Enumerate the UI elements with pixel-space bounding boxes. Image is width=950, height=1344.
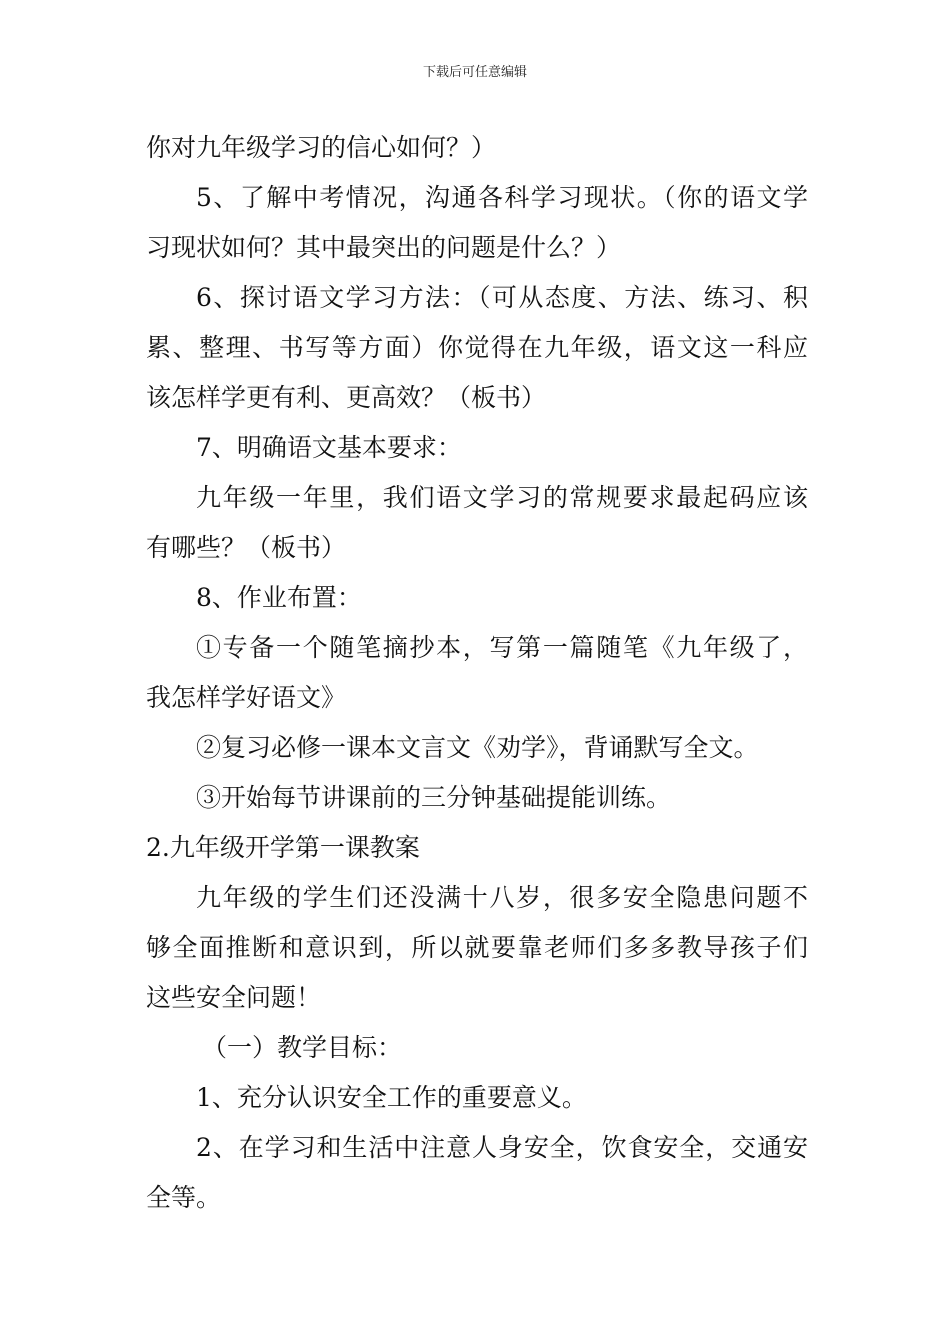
paragraph-line: 我怎样学好语文》 <box>146 683 347 712</box>
document-body <box>146 123 808 1223</box>
page-header: 下载后可任意编辑 <box>422 65 527 80</box>
paragraph-line: ③开始每节讲课前的三分钟基础提能训练。 <box>196 783 672 812</box>
paragraph-line: 1、充分认识安全工作的重要意义。 <box>196 1083 587 1112</box>
paragraph-line: 7、明确语文基本要求： <box>196 433 462 462</box>
paragraph-line: ①专备一个随笔摘抄本，写第一篇随笔《九年级了， <box>196 633 808 662</box>
paragraph-line: 九年级的学生们还没满十八岁，很多安全隐患问题不 <box>196 883 808 912</box>
paragraph-line: 够全面推断和意识到，所以就要靠老师们多多教导孩子们 <box>146 933 808 962</box>
paragraph-line: 累、整理、书写等方面）你觉得在九年级，语文这一科应 <box>146 333 808 362</box>
paragraph-line: 你对九年级学习的信心如何？） <box>146 133 497 162</box>
paragraph-line: 这些安全问题！ <box>146 983 322 1012</box>
paragraph-line: 有哪些？（板书） <box>146 533 347 562</box>
paragraph-line: 8、作业布置： <box>196 583 362 612</box>
paragraph-line: ②复习必修一课本文言文《劝学》，背诵默写全文。 <box>196 733 759 762</box>
section-heading: 2.九年级开学第一课教案 <box>146 833 420 862</box>
subsection-heading: （一）教学目标： <box>202 1033 403 1062</box>
paragraph-line: 该怎样学更有利、更高效？（板书） <box>146 383 547 412</box>
paragraph-line: 九年级一年里，我们语文学习的常规要求最起码应该 <box>196 483 808 512</box>
paragraph-line: 全等。 <box>146 1183 222 1212</box>
paragraph-line: 5、了解中考情况，沟通各科学习现状。（你的语文学 <box>196 183 808 212</box>
paragraph-line: 习现状如何？其中最突出的问题是什么？） <box>146 233 622 262</box>
paragraph-line: 6、探讨语文学习方法：（可从态度、方法、练习、积 <box>196 283 808 312</box>
paragraph-line: 2、在学习和生活中注意人身安全，饮食安全，交通安 <box>196 1133 808 1162</box>
